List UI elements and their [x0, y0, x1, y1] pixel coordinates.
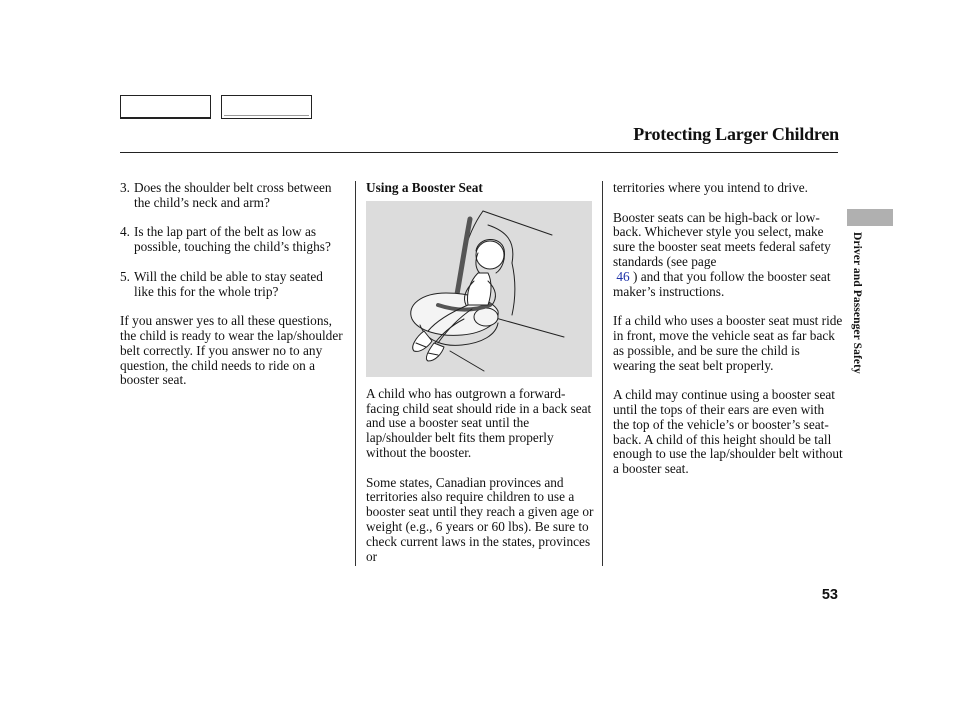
list-item	[120, 181, 346, 211]
body-paragraph: If you answer yes to all these questions, the child is ready to wear the lap/shoulder belt correctly. If you answer no to any question, the child needs to ride on a booster seat.	[120, 313, 343, 388]
section-label: Driver and Passenger Safety	[851, 232, 863, 374]
list-item-text: Is the lap part of the belt as low as possible, touching the child’s thighs?	[134, 224, 331, 255]
list-item-number: 3.	[120, 180, 130, 195]
list-item-text: Does the shoulder belt cross between the child’s neck and arm?	[134, 180, 332, 210]
list-item-number: 4.	[120, 224, 130, 240]
body-paragraph: Some states, Canadian provinces and territories also require children to use a booster seat until they reach a given age or weight (e.g., 6 years or 60 lbs). Be sure to check current laws in the states, provinces or	[366, 474, 594, 564]
index-button[interactable]	[221, 95, 312, 119]
list-item-text: Will the child be able to stay seated like this for the whole trip?	[134, 268, 323, 299]
column-1	[120, 181, 346, 403]
column-divider	[355, 181, 356, 566]
page-number: 53	[821, 587, 838, 603]
column-3	[613, 181, 843, 492]
body-paragraph	[613, 211, 843, 300]
body-paragraph: A child may continue using a booster seat until the tops of their ears are even with the top of the vehicle’s or booster’s seat-back. A child of this height should be tall enough to use the lap/shoulder belt without a booster seat.	[613, 387, 843, 477]
section-tab-marker	[847, 209, 893, 226]
body-text: Booster seats can be high-back or low-back. Whichever style you select, make sure the booster seat meets federal safety standards (see page	[613, 209, 831, 269]
body-text: ) and that you follow the booster seat maker’s instructions.	[613, 268, 831, 299]
child-in-booster-seat-icon	[366, 201, 592, 377]
body-paragraph: If a child who uses a booster seat must ride in front, move the vehicle seat as far back as possible, and be sure the child is wearing the seat belt properly.	[613, 313, 843, 373]
page-title: Protecting Larger Children	[633, 124, 839, 144]
booster-seat-illustration	[366, 201, 592, 377]
column-divider	[602, 181, 603, 566]
body-paragraph: territories where you intend to drive.	[613, 180, 808, 195]
list-item	[120, 225, 346, 255]
column-2	[366, 181, 594, 579]
title-divider	[120, 152, 838, 153]
body-paragraph: A child who has outgrown a forward-facing child seat should ride in a back seat and use a booster seat until the lap/shoulder belt fits them properly without the booster.	[366, 385, 592, 460]
main-menu-button[interactable]	[120, 95, 211, 119]
section-heading: Using a Booster Seat	[366, 180, 483, 195]
list-item-number: 5.	[120, 268, 130, 284]
list-item	[120, 270, 346, 300]
page-reference-link[interactable]: 46	[616, 268, 630, 284]
